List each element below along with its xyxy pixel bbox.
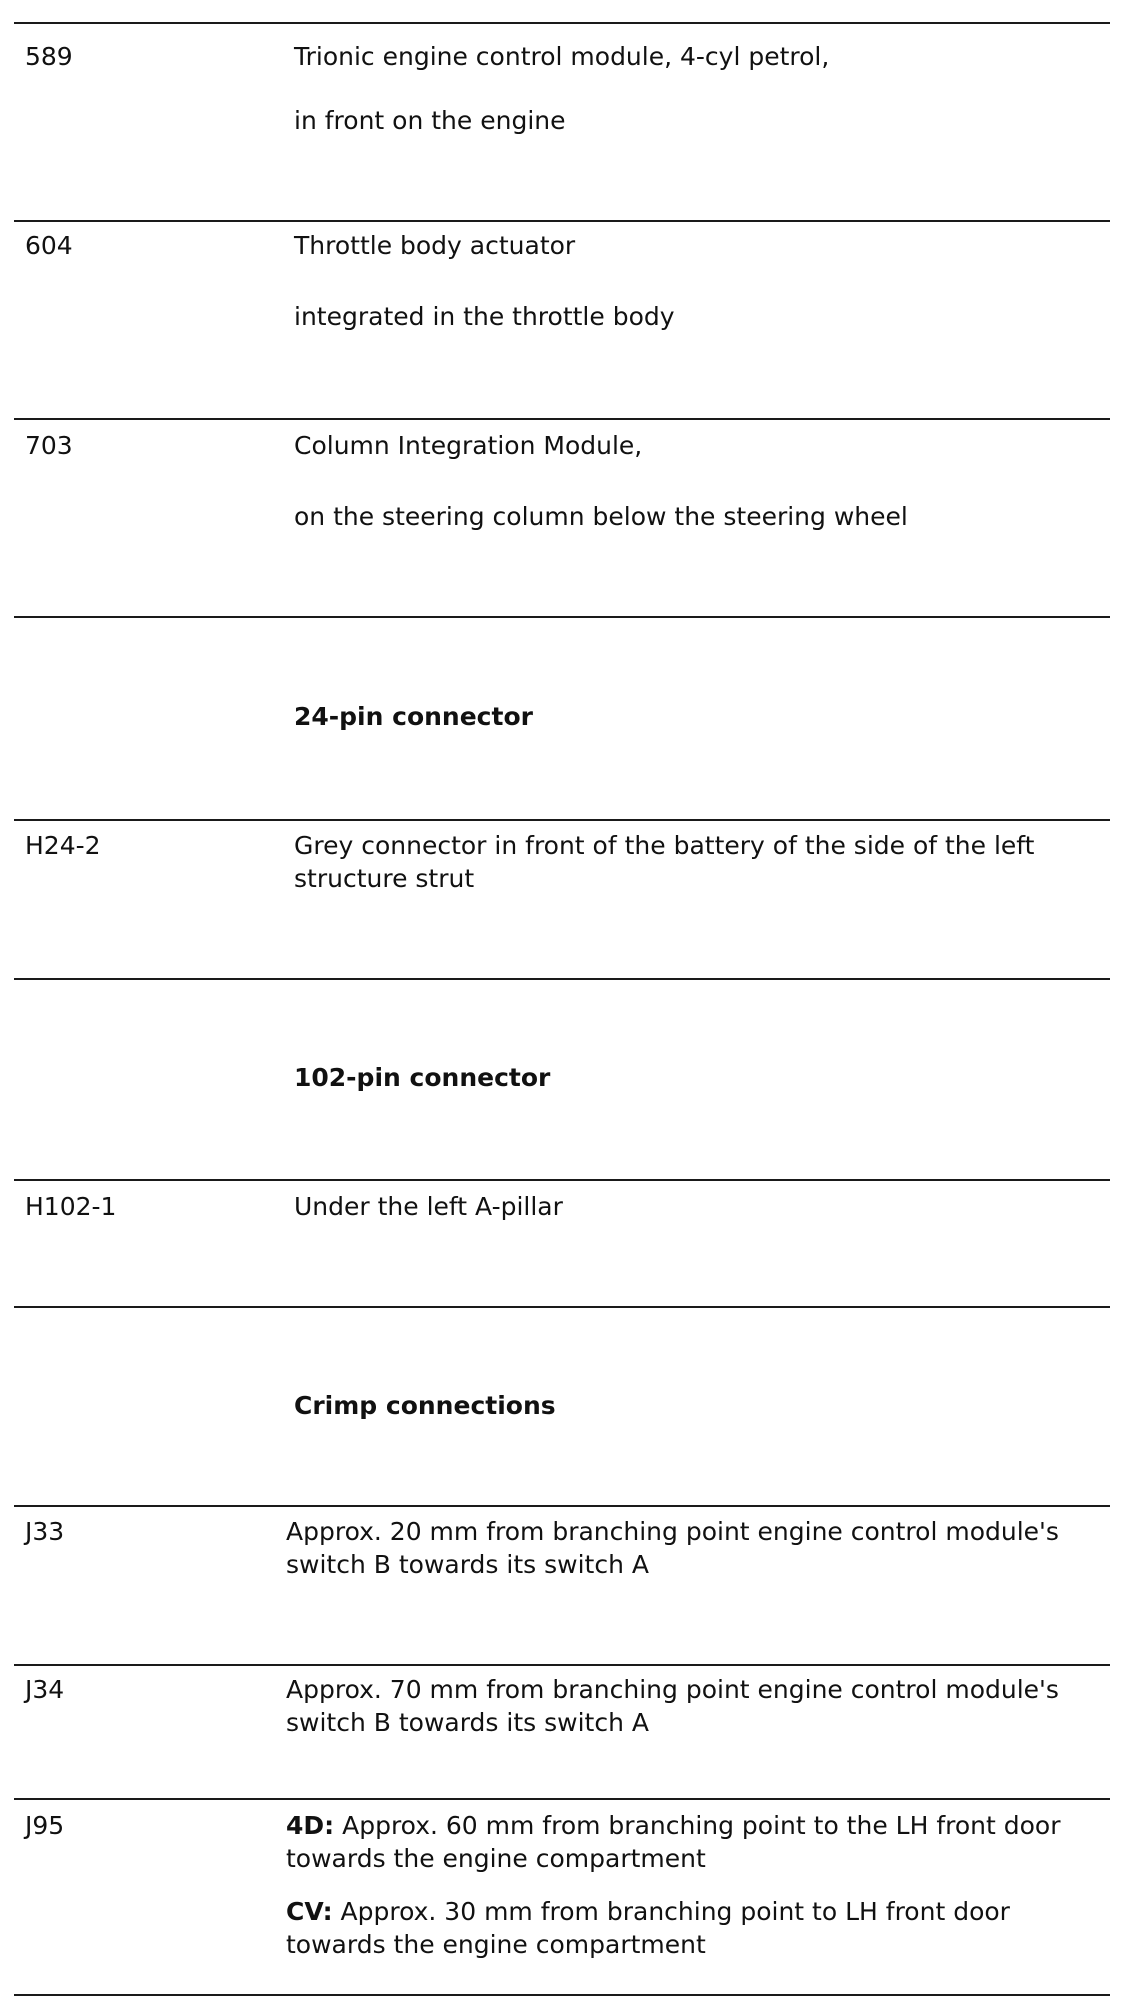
divider [14, 22, 1110, 24]
divider [14, 1664, 1110, 1666]
divider [14, 1306, 1110, 1308]
connector-code: H102-1 [25, 1192, 117, 1221]
variant-label: 4D: [286, 1811, 335, 1840]
variant-text: Approx. 60 mm from branching point to the LH front door towards the engine compartment [286, 1811, 1061, 1873]
divider [14, 616, 1110, 618]
divider [14, 978, 1110, 980]
crimp-code: J95 [25, 1811, 65, 1840]
divider [14, 220, 1110, 222]
crimp-description: Approx. 70 mm from branching point engine control module's switch B towards its switch A [286, 1675, 1059, 1737]
crimp-code: J34 [25, 1675, 65, 1704]
divider [14, 819, 1110, 821]
component-description: Throttle body actuator [294, 231, 576, 260]
divider [14, 1994, 1110, 1996]
variant-label: CV: [286, 1897, 333, 1926]
crimp-description: Approx. 20 mm from branching point engine control module's switch B towards its switch A [286, 1517, 1059, 1579]
section-heading: 24-pin connector [294, 702, 533, 731]
divider [14, 1798, 1110, 1800]
section-heading: 102-pin connector [294, 1063, 551, 1092]
connector-code: H24-2 [25, 831, 101, 860]
component-description: Column Integration Module, [294, 431, 643, 460]
divider [14, 418, 1110, 420]
component-description: Trionic engine control module, 4-cyl petrol, [294, 42, 830, 71]
component-code: 589 [25, 42, 73, 71]
component-location: integrated in the throttle body [294, 302, 675, 331]
component-location: on the steering column below the steering wheel [294, 502, 908, 531]
section-heading: Crimp connections [294, 1391, 556, 1420]
variant-text: Approx. 30 mm from branching point to LH front door towards the engine compartment [286, 1897, 1010, 1959]
component-code: 604 [25, 231, 73, 260]
component-code: 703 [25, 431, 73, 460]
divider [14, 1179, 1110, 1181]
divider [14, 1505, 1110, 1507]
crimp-description-cv [286, 1895, 1106, 1961]
connector-description: Under the left A-pillar [294, 1192, 563, 1221]
connector-description: Grey connector in front of the battery of the side of the left structure strut [294, 831, 1035, 893]
component-location: in front on the engine [294, 106, 566, 135]
crimp-description-4d [286, 1809, 1106, 1875]
crimp-code: J33 [25, 1517, 65, 1546]
